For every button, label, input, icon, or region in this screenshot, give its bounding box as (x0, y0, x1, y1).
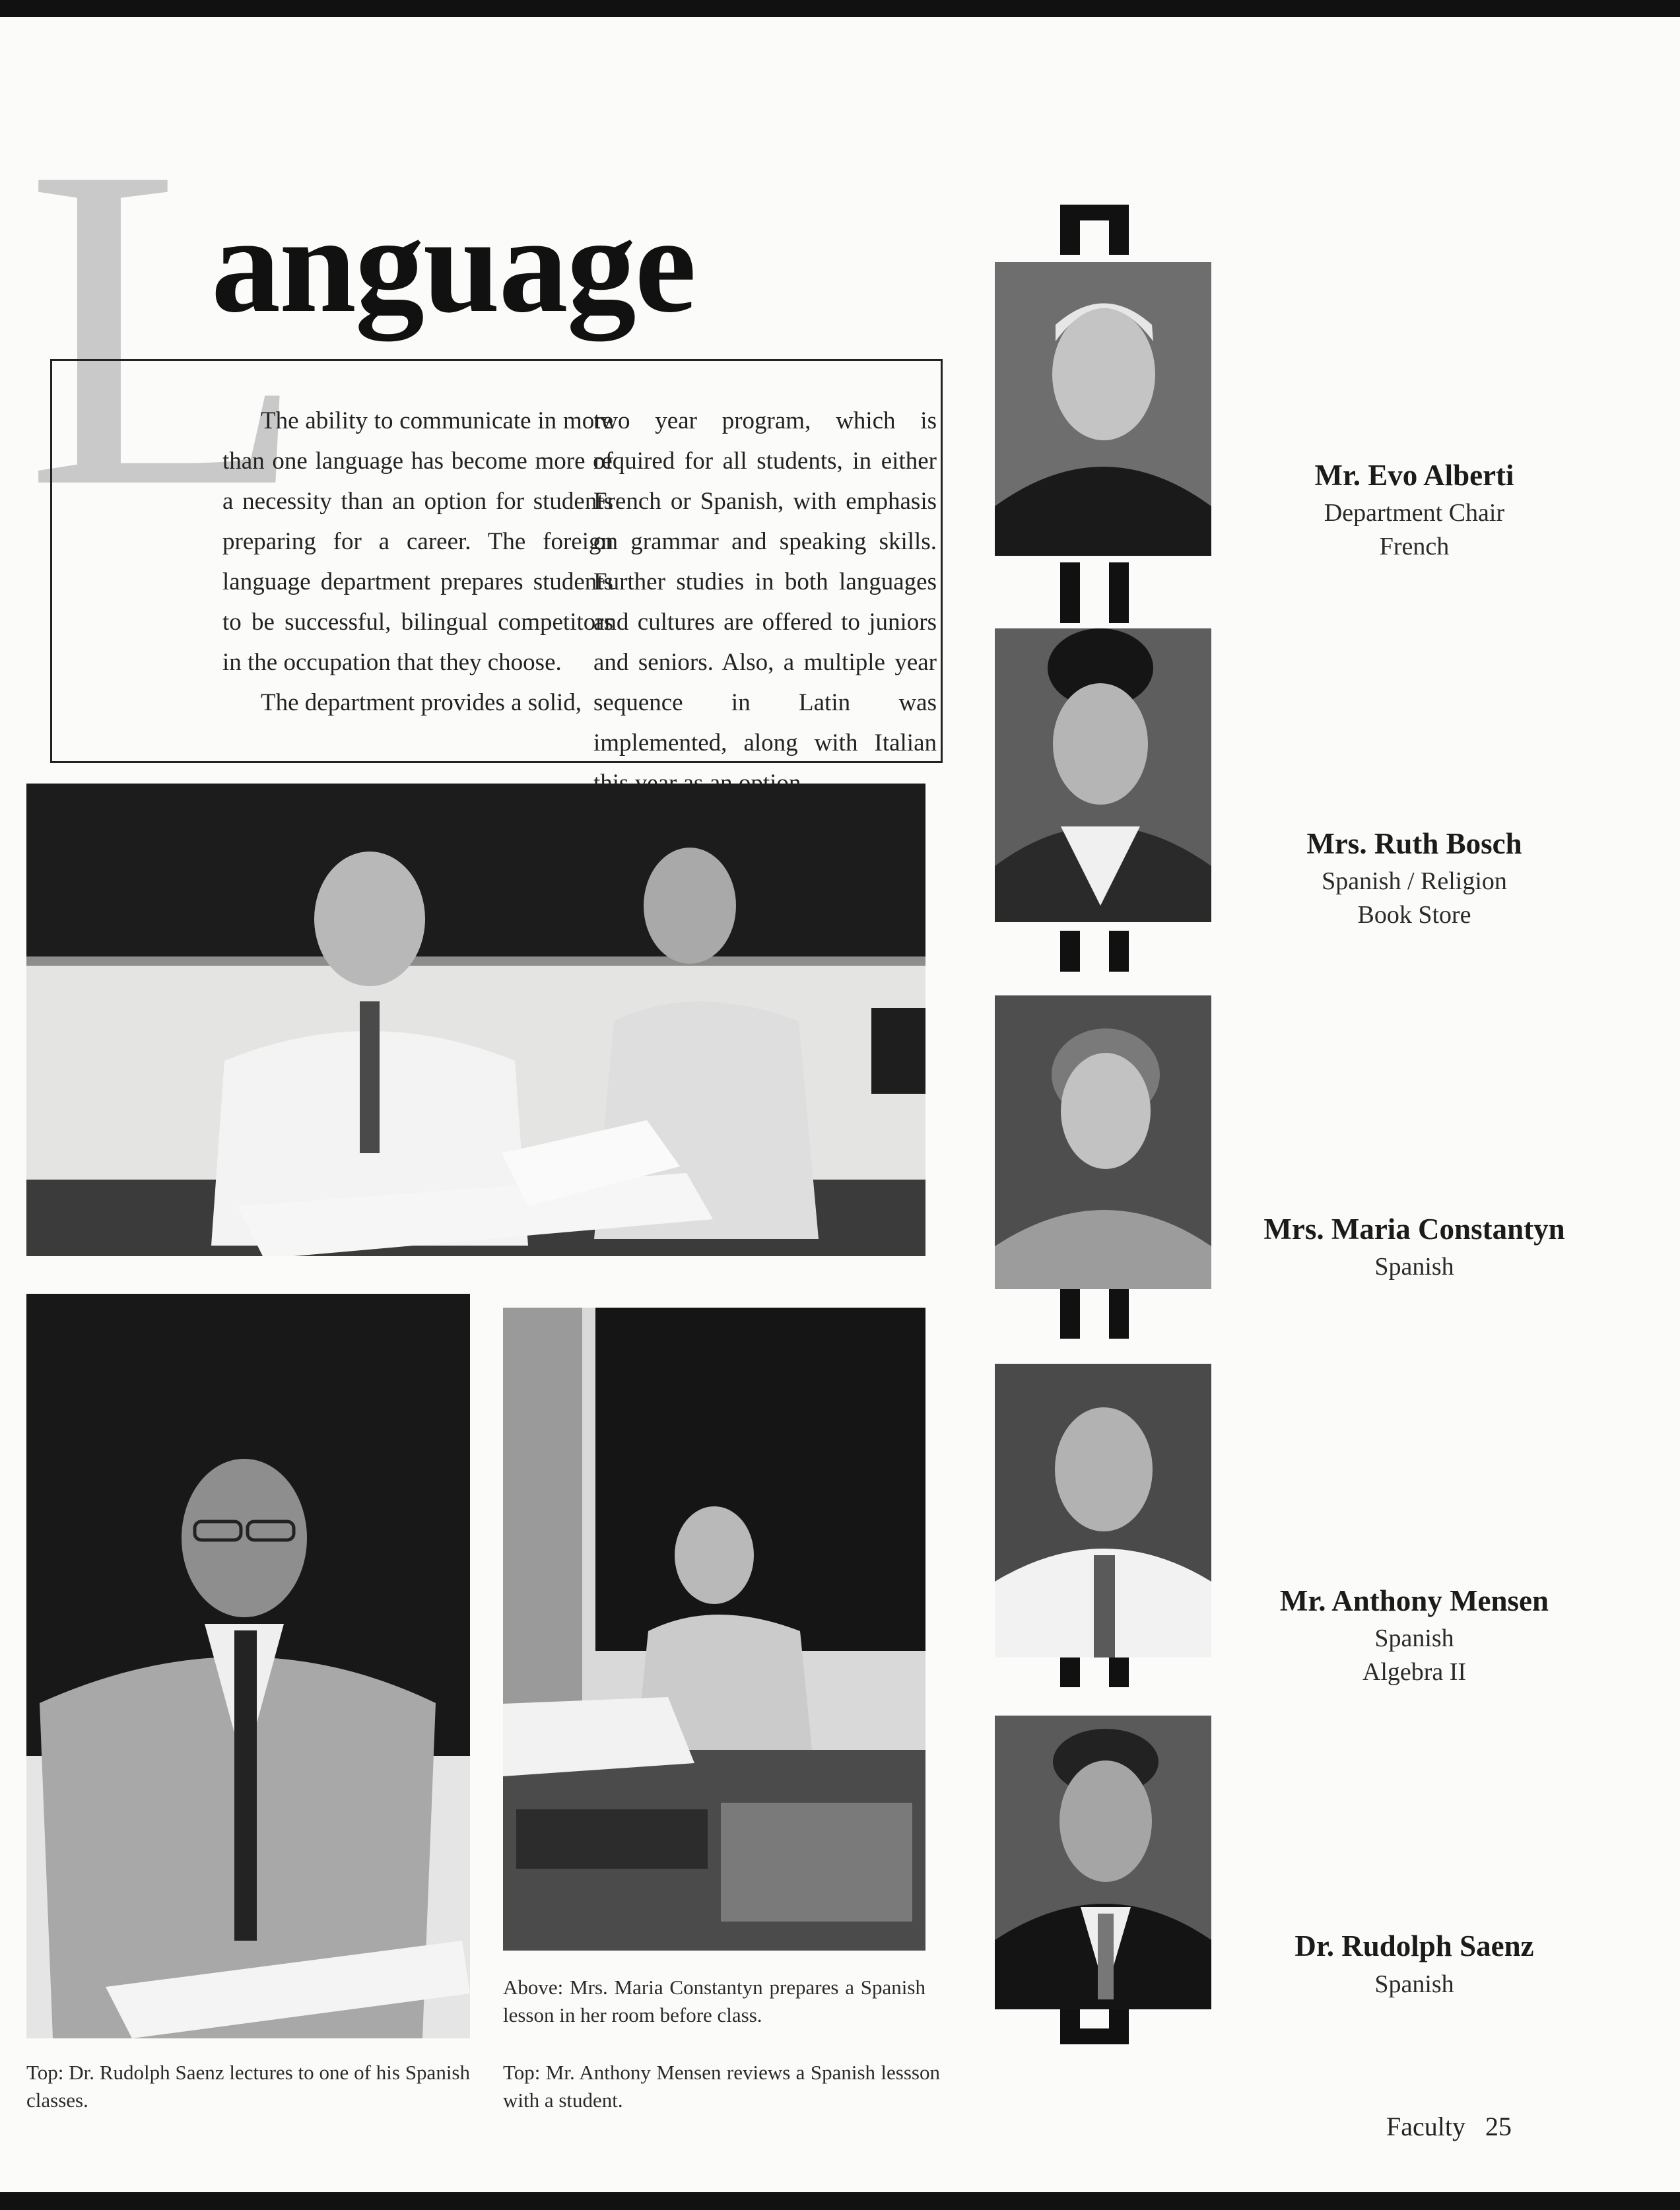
portrait-saenz (995, 1716, 1211, 2009)
portrait-mensen (995, 1364, 1211, 1658)
intro-column-right (593, 401, 937, 803)
bracket-bottom-bar (1060, 2028, 1129, 2044)
bracket-top-right (1109, 205, 1129, 255)
caption-mensen: Top: Mr. Anthony Mensen reviews a Spanish lessson with a student. (503, 2061, 940, 2112)
portrait-bosch (995, 628, 1211, 922)
page-title: anguage (211, 188, 695, 341)
photo-saenz-lecturing (26, 1294, 470, 2038)
page-footer (1386, 2111, 1512, 2142)
section-label: Faculty (1386, 2112, 1465, 2141)
bracket-top-left (1060, 205, 1080, 255)
faculty-name-saenz: Dr. Rudolph Saenz (1294, 1929, 1534, 1962)
connector-bar (1060, 562, 1080, 623)
photo-constantyn-at-desk (503, 1308, 925, 1951)
faculty-role-saenz-1: Spanish (1374, 1970, 1454, 1998)
connector-bar (1109, 562, 1129, 623)
faculty-name-bosch: Mrs. Ruth Bosch (1306, 827, 1522, 860)
intro-column-left (222, 401, 613, 723)
connector-bar (1060, 931, 1080, 972)
portrait-alberti (995, 262, 1211, 556)
photo-mensen-with-student (26, 784, 925, 1256)
faculty-role-mensen-2: Algebra II (1362, 1658, 1467, 1686)
faculty-role-mensen-1: Spanish (1374, 1624, 1454, 1652)
faculty-role-alberti-1: Department Chair (1324, 499, 1505, 527)
faculty-role-bosch-1: Spanish / Religion (1322, 867, 1507, 895)
faculty-name-alberti: Mr. Evo Alberti (1314, 459, 1514, 492)
yearbook-page (0, 17, 1680, 2192)
page-number: 25 (1485, 2112, 1512, 2141)
faculty-role-alberti-2: French (1379, 533, 1450, 560)
intro-paragraph-2-start: The department provides a solid, (261, 689, 582, 716)
faculty-role-constantyn-1: Spanish (1374, 1253, 1454, 1281)
caption-constantyn: Above: Mrs. Maria Constantyn prepares a Spanish lesson in her room before class. (503, 1976, 925, 2026)
drop-letter: L (25, 71, 308, 583)
faculty-name-mensen: Mr. Anthony Mensen (1279, 1584, 1549, 1617)
intro-paragraph-1: The ability to communicate in more than one language has become more of a necessity than an option for students preparing for a career. The foreign language department prepares students to be successful, bilingual competitors in the occupation that they choose. (222, 407, 613, 676)
portrait-constantyn (995, 995, 1211, 1289)
caption-saenz: Top: Dr. Rudolph Saenz lectures to one of his Spanish classes. (26, 2061, 470, 2112)
faculty-role-bosch-2: Book Store (1357, 901, 1471, 929)
intro-box (50, 359, 943, 763)
intro-paragraph-2-continued: two year program, which is required for all students, in either French or Spanish, with emphasis on grammar and speaking skills. Further studies in both languages and cultures are offered to juniors and seniors. Also, a multiple year sequence in Latin was implemented, along with Italian (593, 407, 937, 756)
faculty-name-constantyn: Mrs. Maria Constantyn (1263, 1213, 1565, 1246)
connector-bar (1109, 931, 1129, 972)
